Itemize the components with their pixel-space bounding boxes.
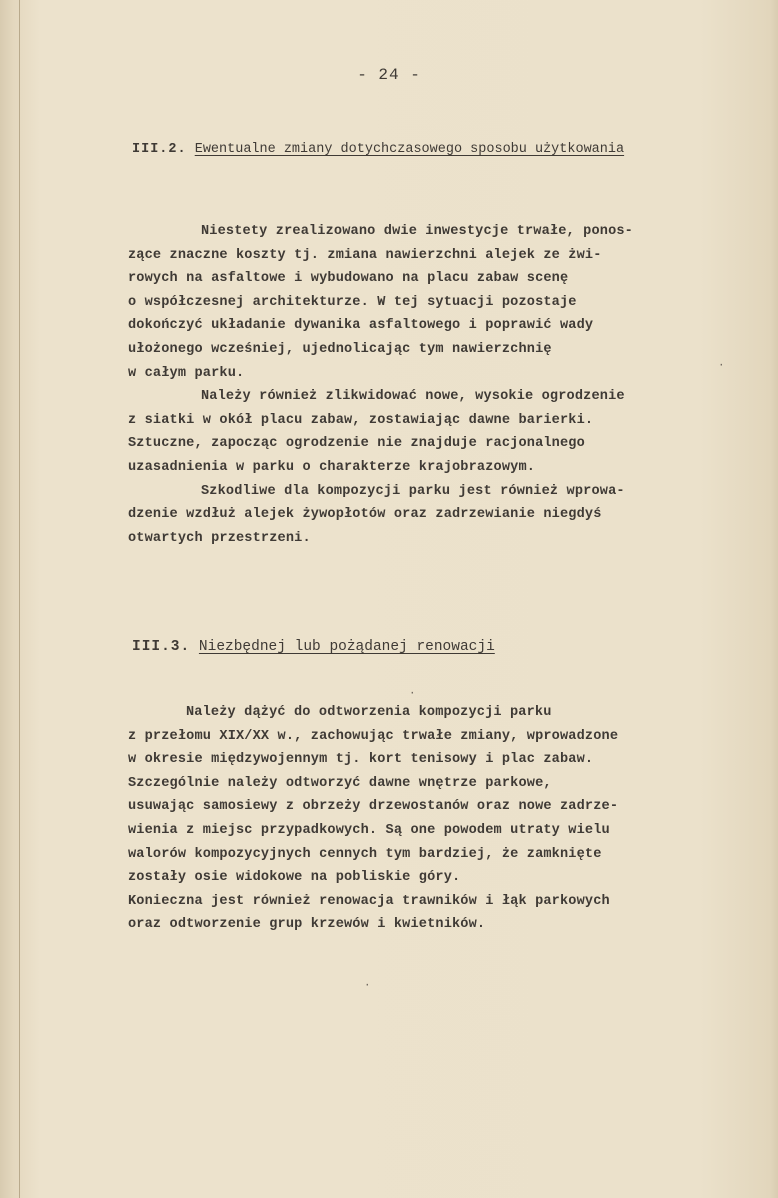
section-title: Niezbędnej lub pożądanej renowacji [198,639,495,655]
text-line: Szczególnie należy odtworzyć dawne wnętrze parkowe, [128,775,552,791]
text-line: zostały osie widokowe na pobliskie góry. [128,870,461,886]
section-heading-iii-2 [132,142,624,157]
text-line: dzenie wzdłuż alejek żywopłotów oraz zadrzewianie niegdyś [128,507,602,523]
text-line: o współczesnej architekturze. W tej sytuacji pozostaje [128,294,577,310]
text-line: z siatki w okół placu zabaw, zostawiając dawne barierki. [128,412,594,428]
paper-speck: · [718,360,725,372]
text-line: rowych na asfaltowe i wybudowano na placu zabaw scenę [128,271,569,287]
text-line: Należy dążyć do odtworzenia kompozycji parku [186,705,552,720]
text-line: Niestety zrealizowano dwie inwestycje trwałe, ponos- [201,224,633,239]
text-line: usuwając samosiewy z obrzeży drzewostanów oraz nowe zadrze- [128,799,619,815]
text-line: dokończyć układanie dywanika asfaltowego i poprawić wady [128,318,594,334]
section-iii-3-body [128,701,738,937]
text-line: ułożonego wcześniej, ujednolicając tym nawierzchnię [128,341,552,357]
paper-speck: · [364,980,371,992]
text-line: Należy również zlikwidować nowe, wysokie ogrodzenie [201,389,625,405]
text-line: uzasadnienia w parku o charakterze krajobrazowym. [128,459,536,475]
text-line: z przełomu XIX/XX w., zachowując trwałe zmiany, wprowadzone [128,728,619,744]
section-title: Ewentualne zmiany dotychczasowego sposobu użytkowania [194,142,625,157]
page-number: - 24 - [357,66,421,84]
text-line: zące znaczne koszty tj. zmiana nawierzchni alejek ze żwi- [128,247,602,263]
page-edge-shadow [19,0,20,1198]
section-number: III.2. [132,142,187,157]
text-line: Sztuczne, zapocząc ogrodzenie nie znajduje racjonalnego [128,436,585,452]
text-line: otwartych przestrzeni. [128,530,311,546]
section-number: III.3. [132,639,191,655]
text-line: Szkodliwe dla kompozycji parku jest również wprowa- [201,483,625,499]
text-line: w okresie międzywojennym tj. kort tenisowy i plac zabaw. [128,752,594,768]
text-line: w całym parku. [128,365,245,381]
section-heading-iii-3 [132,639,495,655]
text-line: Konieczna jest również renowacja trawników i łąk parkowych [128,893,610,909]
text-line: wienia z miejsc przypadkowych. Są one powodem utraty wielu [128,822,610,838]
paper-speck: · [409,688,416,700]
text-line: walorów kompozycyjnych cennych tym bardziej, że zamknięte [128,846,602,862]
section-iii-2-body [128,220,738,550]
text-line: oraz odtworzenie grup krzewów i kwietników. [128,917,486,933]
